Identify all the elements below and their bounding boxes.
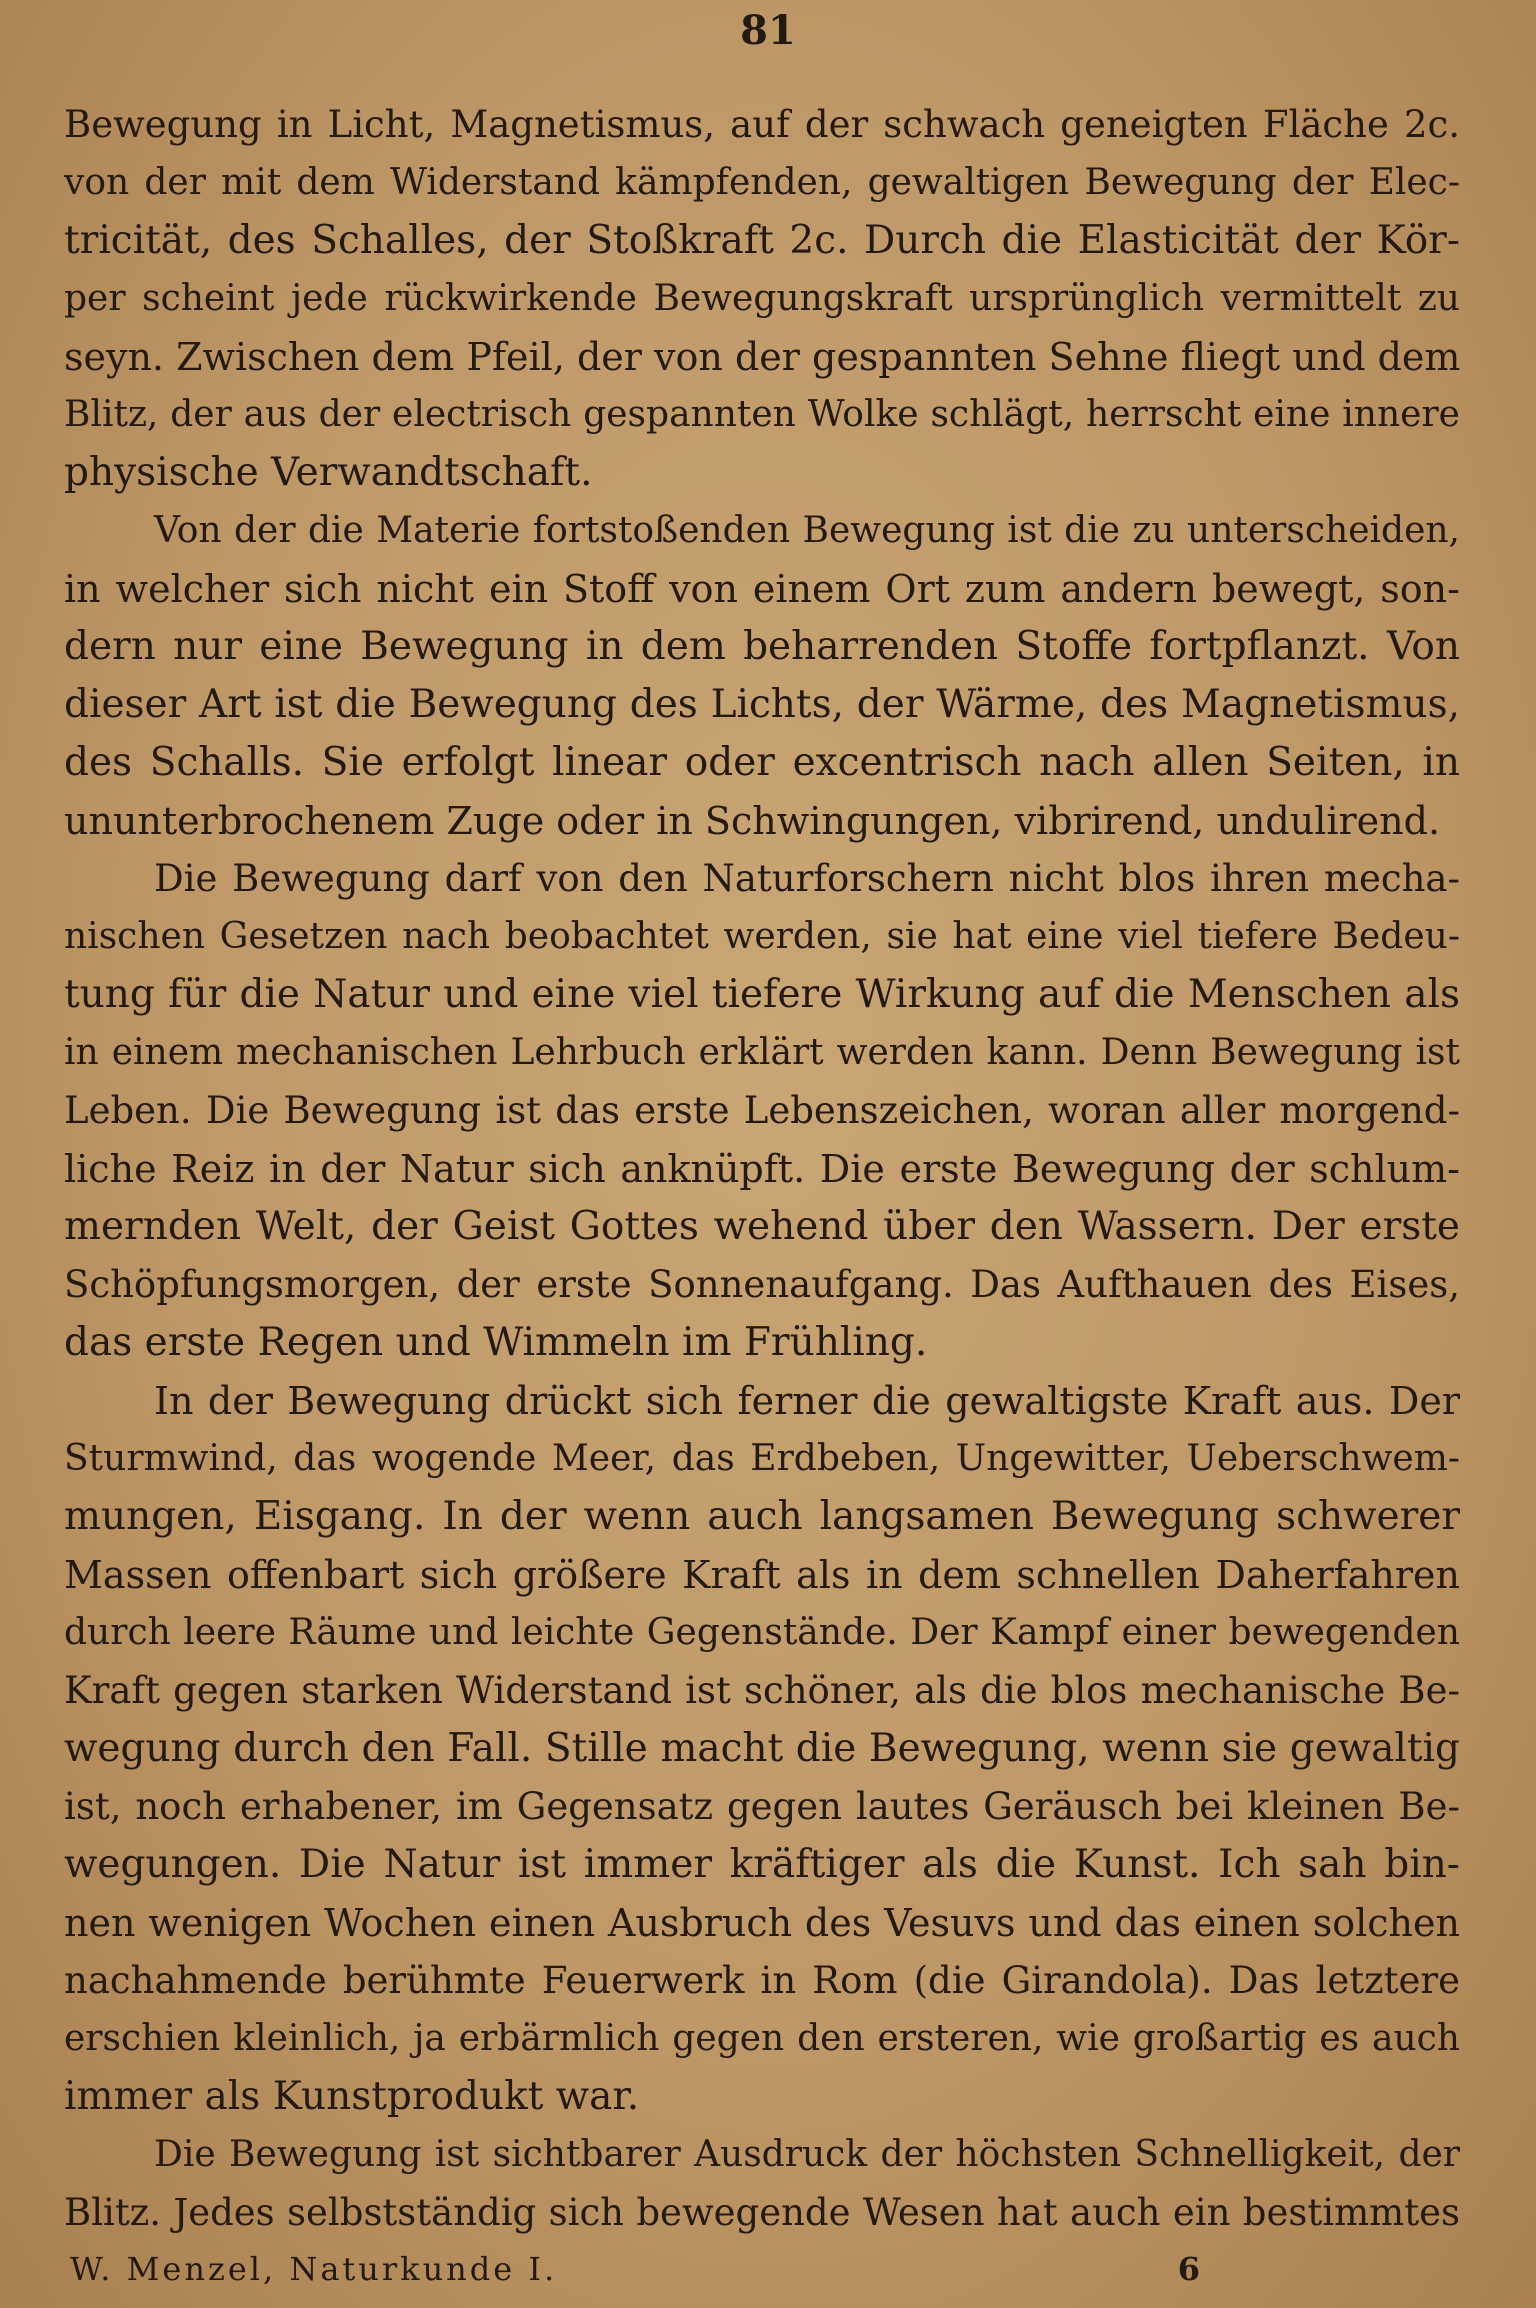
text-line: Leben. Die Bewegung ist das erste Lebenszeichen, woran aller morgend- [64, 1089, 1460, 1132]
text-line: dieser Art ist die Bewegung des Lichts, der Wärme, des Magnetismus, [64, 682, 1460, 727]
text-line: Massen offenbart sich größere Kraft als in dem schnellen Daherfahren [64, 1553, 1460, 1597]
text-line: durch leere Räume und leichte Gegenstände. Der Kampf einer bewegenden [64, 1612, 1460, 1653]
text-line: Blitz, der aus der electrisch gespannten Wolke schlägt, herrscht eine innere [64, 394, 1460, 435]
text-line: nen wenigen Wochen einen Ausbruch des Vesuvs und das einen solchen [64, 1901, 1460, 1945]
text-line: mungen, Eisgang. In der wenn auch langsamen Bewegung schwerer [64, 1494, 1460, 1539]
paragraph [64, 96, 1460, 502]
paragraph [64, 2126, 1460, 2242]
paragraph [64, 502, 1460, 850]
text-line: ununterbrochenem Zuge oder in Schwingungen, vibrirend, undulirend. [64, 799, 1441, 843]
text-line: Die Bewegung darf von den Naturforschern nicht blos ihren mecha- [154, 857, 1460, 900]
text-line: in einem mechanischen Lehrbuch erklärt werden kann. Denn Bewegung ist [64, 1032, 1460, 1073]
text-line: von der mit dem Widerstand kämpfenden, gewaltigen Bewegung der Elec- [64, 162, 1460, 203]
text-line: physische Verwandtschaft. [64, 450, 593, 495]
text-line: Schöpfungsmorgen, der erste Sonnenaufgang. Das Aufthauen des Eises, [64, 1263, 1460, 1306]
text-line: Sturmwind, das wogende Meer, das Erdbeben, Ungewitter, Ueberschwem- [64, 1438, 1460, 1479]
text-line: Blitz. Jedes selbstständig sich bewegende Wesen hat auch ein bestimmtes [64, 2191, 1460, 2234]
paragraph [64, 850, 1460, 1372]
text-line: erschien kleinlich, ja erbärmlich gegen den ersteren, wie großartig es auch [64, 2018, 1460, 2059]
text-line: Kraft gegen starken Widerstand ist schöner, als die blos mechanische Be- [64, 1669, 1460, 1712]
text-line: immer als Kunstprodukt war. [64, 2074, 640, 2119]
text-line: Die Bewegung ist sichtbarer Ausdruck der höchsten Schnelligkeit, der [154, 2134, 1460, 2175]
text-line: Bewegung in Licht, Magnetismus, auf der schwach geneigten Fläche 2c. [64, 103, 1460, 146]
footer-author-title: W. Menzel, Naturkunde I. [70, 2250, 558, 2288]
footer-signature-mark: 6 [1177, 2250, 1200, 2288]
text-line: ist, noch erhabener, im Gegensatz gegen lautes Geräusch bei kleinen Be- [64, 1785, 1460, 1828]
text-line: mernden Welt, der Geist Gottes wehend über den Wassern. Der erste [64, 1204, 1460, 1249]
text-line: tricität, des Schalles, der Stoßkraft 2c. Durch die Elasticität der Kör- [64, 218, 1460, 263]
text-line: des Schalls. Sie erfolgt linear oder excentrisch nach allen Seiten, in [64, 740, 1460, 785]
text-line: wegungen. Die Natur ist immer kräftiger als die Kunst. Ich sah bin- [64, 1842, 1460, 1887]
text-line: dern nur eine Bewegung in dem beharrenden Stoffe fortpflanzt. Von [64, 624, 1460, 669]
text-line: In der Bewegung drückt sich ferner die gewaltigste Kraft aus. Der [154, 1379, 1460, 1423]
page-number: 81 [740, 7, 796, 54]
text-line: in welcher sich nicht ein Stoff von einem Ort zum andern bewegt, son- [64, 567, 1460, 611]
text-line: per scheint jede rückwirkende Bewegungskraft ursprünglich vermittelt zu [64, 278, 1460, 319]
text-line: das erste Regen und Wimmeln im Frühling. [64, 1320, 928, 1365]
text-line: tung für die Natur und eine viel tiefere Wirkung auf die Menschen als [64, 972, 1460, 1017]
text-line: Von der die Materie fortstoßenden Bewegung ist die zu unterscheiden, [154, 510, 1460, 551]
text-line: liche Reiz in der Natur sich anknüpft. Die erste Bewegung der schlum- [64, 1147, 1460, 1191]
paragraph [64, 1372, 1460, 2126]
text-line: wegung durch den Fall. Stille macht die Bewegung, wenn sie gewaltig [64, 1726, 1460, 1771]
text-line: nachahmende berühmte Feuerwerk in Rom (die Girandola). Das letztere [64, 1959, 1460, 2002]
body-text [64, 96, 1460, 2242]
page-footer [70, 2244, 1200, 2294]
text-line: seyn. Zwischen dem Pfeil, der von der gespannten Sehne fliegt und dem [64, 335, 1461, 379]
text-line: nischen Gesetzen nach beobachtet werden, sie hat eine viel tiefere Bedeu- [64, 916, 1460, 957]
